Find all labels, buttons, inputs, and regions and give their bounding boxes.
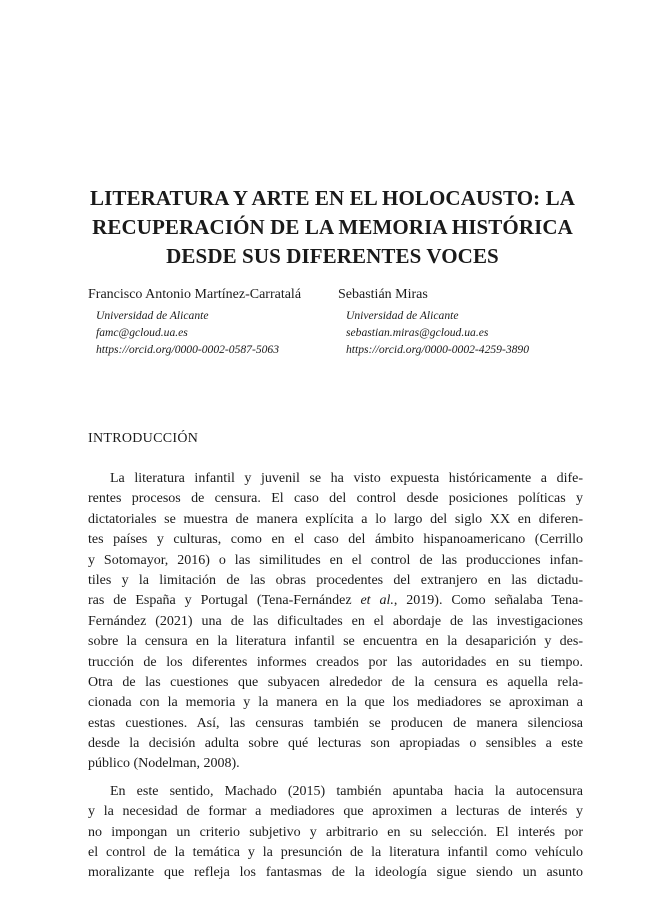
section-heading: INTRODUCCIÓN bbox=[88, 431, 199, 446]
text-line: el control de la temática y la presunción de la literatura infantil como vehículo bbox=[88, 845, 583, 861]
text-line: rentes procesos de censura. El caso del control desde posiciones políticas y bbox=[88, 491, 583, 507]
text-line: tes países y culturas, como en el caso del ámbito hispanoamericano (Cerrillo bbox=[88, 532, 583, 548]
text-line: moralizante que refleja los fantasmas de la ideología sigue siendo un asunto bbox=[88, 865, 583, 881]
text-line: no impongan un criterio subjetivo y arbitrario en su selección. El interés por bbox=[88, 824, 583, 840]
paper-title bbox=[70, 184, 595, 271]
text-line: La literatura infantil y juvenil se ha visto expuesta históricamente a dife- bbox=[110, 471, 583, 486]
title-line: LITERATURA Y ARTE EN EL HOLOCAUSTO: LA bbox=[89, 186, 575, 210]
author-1 bbox=[88, 286, 301, 358]
text-fragment: , 2019). Como señalaba Tena- bbox=[393, 593, 583, 609]
paragraph bbox=[88, 782, 583, 884]
text-line: y Sotomayor, 2016) o las similitudes en el control de las producciones infan- bbox=[88, 552, 583, 568]
text-line: desde la decisión adulta sobre qué lecturas son apropiadas o sensibles a este bbox=[88, 736, 583, 752]
author-email[interactable]: sebastian.miras@gcloud.ua.es bbox=[346, 326, 489, 339]
text-line: y la necesidad de formar a mediadores que aproximen a lecturas de interés y bbox=[88, 804, 583, 820]
author-affiliation: Universidad de Alicante bbox=[346, 309, 459, 322]
title-line: DESDE SUS DIFERENTES VOCES bbox=[166, 244, 499, 268]
author-name: Francisco Antonio Martínez-Carratalá bbox=[88, 287, 302, 302]
italic-fragment: et al. bbox=[360, 593, 394, 609]
text-line: Otra de las cuestiones que subyacen alrededor de la censura es aquella rela- bbox=[88, 674, 583, 690]
author-2 bbox=[338, 286, 529, 358]
author-email[interactable]: famc@gcloud.ua.es bbox=[96, 326, 188, 339]
title-line: RECUPERACIÓN DE LA MEMORIA HISTÓRICA bbox=[92, 215, 573, 239]
text-line bbox=[88, 591, 583, 611]
paragraph bbox=[88, 469, 583, 775]
text-line: tiles y la limitación de las obras procedentes del extranjero en las dictadu- bbox=[88, 572, 583, 588]
text-line: trucción de los diferentes informes creados por las autoridades en su tiempo. bbox=[88, 654, 583, 670]
text-line: sobre la censura en la literatura infantil se encuentra en la desaparición y des- bbox=[88, 634, 583, 650]
author-affiliation: Universidad de Alicante bbox=[96, 309, 209, 322]
author-orcid[interactable]: https://orcid.org/0000-0002-4259-3890 bbox=[346, 343, 530, 356]
text-fragment: ras de España y Portugal (Tena-Fernández bbox=[88, 593, 361, 609]
body-text bbox=[88, 469, 583, 891]
text-line: En este sentido, Machado (2015) también apuntaba hacia la autocensura bbox=[110, 783, 583, 799]
text-line: dictatoriales se muestra de manera explícita a lo largo del siglo XX en diferen- bbox=[88, 511, 583, 527]
author-orcid[interactable]: https://orcid.org/0000-0002-0587-5063 bbox=[96, 343, 280, 356]
text-line: Fernández (2021) una de las dificultades en el abordaje de las investigaciones bbox=[88, 613, 583, 629]
text-line: público (Nodelman, 2008). bbox=[88, 756, 240, 772]
author-name: Sebastián Miras bbox=[338, 287, 428, 302]
text-line: cionada con la memoria y la manera en la que los mediadores se aproximan a bbox=[88, 695, 583, 711]
text-line: estas cuestiones. Así, las censuras también se producen de manera silenciosa bbox=[88, 715, 583, 731]
